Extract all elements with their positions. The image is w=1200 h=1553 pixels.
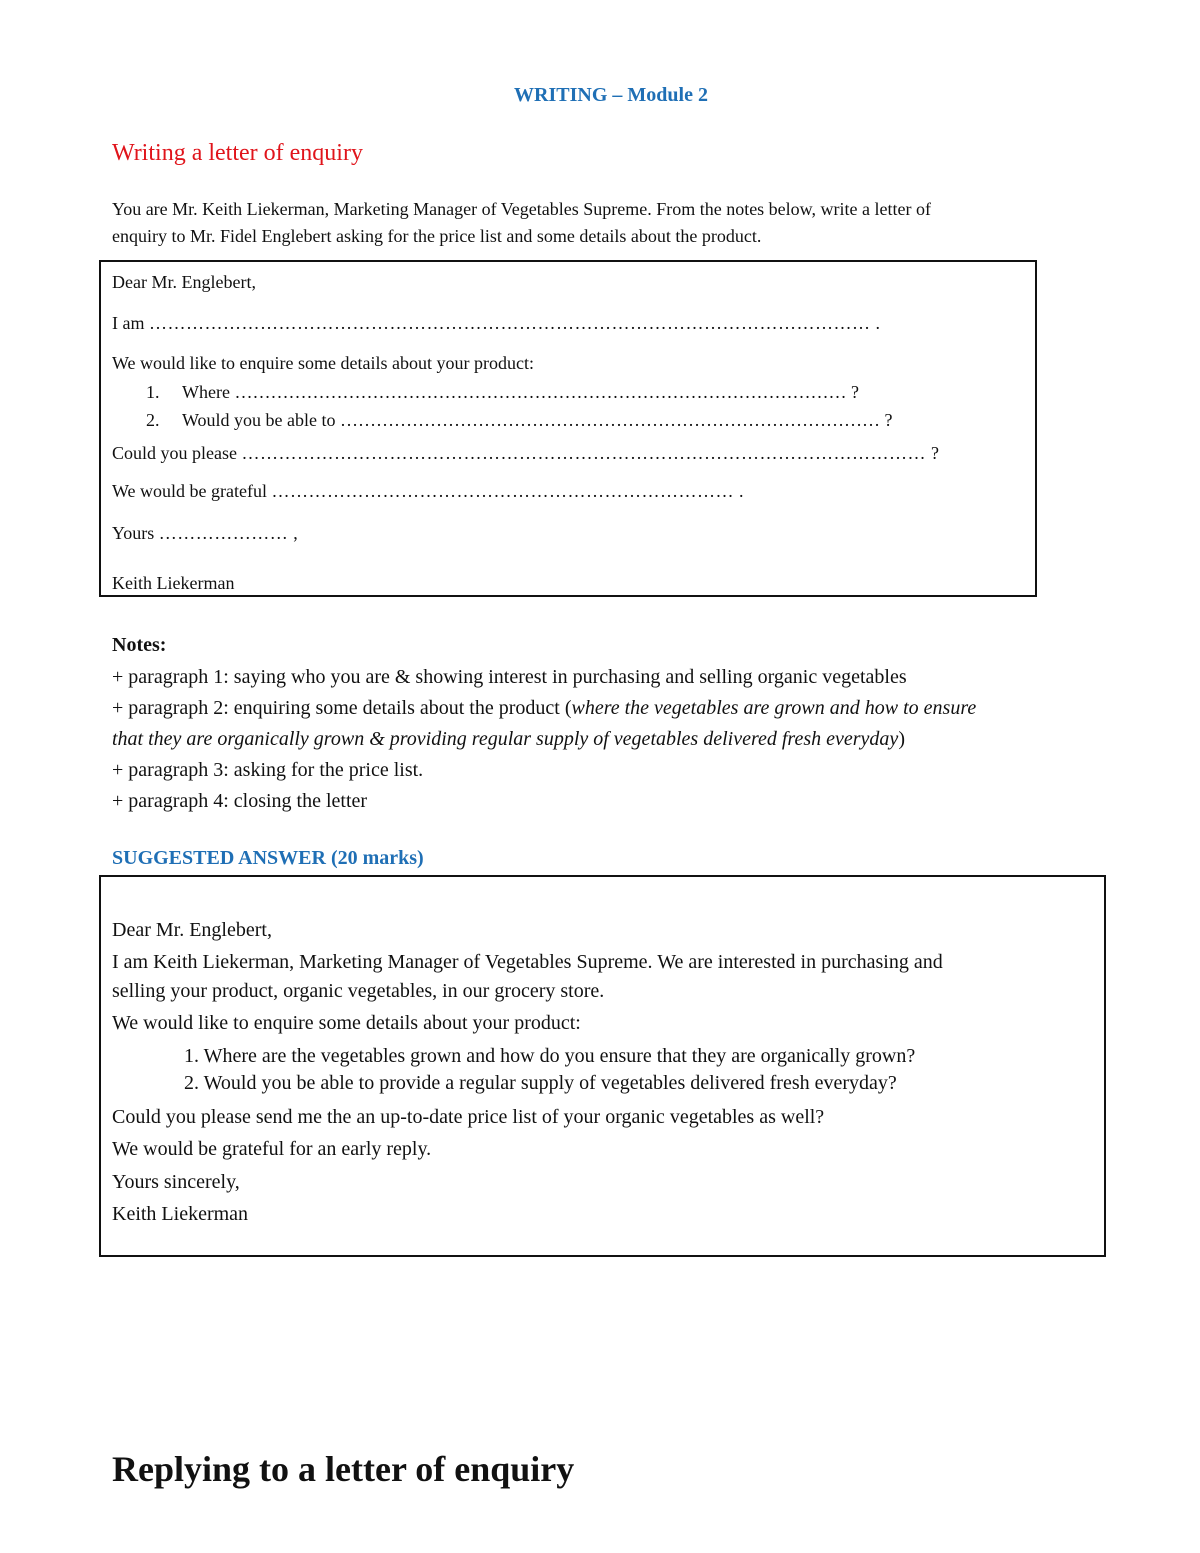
answer-list-item: 1. Where are the vegetables grown and how do you ensure that they are organically grown?: [184, 1045, 916, 1067]
intro-text: [112, 196, 1112, 250]
template-item-dots: ……………………………………………………………………………… ?: [340, 410, 893, 430]
template-item-number: 1.: [146, 382, 160, 402]
template-salutation: Dear Mr. Englebert,: [112, 272, 256, 292]
module-title: WRITING – Module 2: [514, 84, 708, 106]
template-i-am-dots: ……………………………………………………………………………………………………… .: [148, 313, 881, 333]
intro-line: You are Mr. Keith Liekerman, Marketing Manager of Vegetables Supreme. From the notes below, write a letter of: [112, 199, 931, 219]
note-paragraph-4: + paragraph 4: closing the letter: [112, 790, 368, 812]
note-paragraph-2-italic-cont: that they are organically grown & providing regular supply of vegetables delivered fresh everyday: [112, 728, 899, 750]
answer-line: I am Keith Liekerman, Marketing Manager of Vegetables Supreme. We are interested in purchasing and: [112, 951, 943, 973]
template-enquire-line: We would like to enquire some details about your product:: [112, 353, 534, 373]
note-paragraph-2-suffix: ): [898, 728, 905, 750]
template-grateful-line: [112, 481, 744, 502]
answer-line: We would be grateful for an early reply.: [112, 1138, 432, 1160]
answer-signature: Keith Liekerman: [112, 1203, 249, 1225]
template-i-am-line: [112, 313, 880, 334]
template-item-label: Where: [182, 382, 230, 402]
note-paragraph-2-prefix: + paragraph 2: enquiring some details about the product (: [112, 697, 572, 719]
template-could-dots: ………………………………………………………………………………………………… ?: [241, 443, 940, 463]
template-grateful-label: We would be grateful: [112, 481, 267, 501]
answer-closing: Yours sincerely,: [112, 1171, 240, 1193]
notes-heading: Notes:: [112, 634, 167, 656]
answer-line: Could you please send me the an up-to-date price list of your organic vegetables as well?: [112, 1106, 825, 1128]
template-item-dots: ………………………………………………………………………………………… ?: [234, 382, 859, 402]
note-paragraph-3: + paragraph 3: asking for the price list.: [112, 759, 424, 781]
template-item-label: Would you be able to: [182, 410, 336, 430]
template-item-number: 2.: [146, 410, 160, 430]
section-title: Writing a letter of enquiry: [112, 140, 363, 166]
suggested-answer-heading: SUGGESTED ANSWER (20 marks): [112, 847, 424, 869]
note-paragraph-2: [112, 697, 976, 720]
answer-line: We would like to enquire some details about your product:: [112, 1012, 581, 1034]
note-paragraph-1: + paragraph 1: saying who you are & showing interest in purchasing and selling organic vegetables: [112, 666, 907, 688]
answer-line: selling your product, organic vegetables, in our grocery store.: [112, 980, 605, 1002]
template-i-am-label: I am: [112, 313, 145, 333]
intro-line: enquiry to Mr. Fidel Englebert asking for the price list and some details about the product.: [112, 226, 762, 246]
template-signature: Keith Liekerman: [112, 573, 235, 593]
note-paragraph-2-cont: [112, 728, 905, 751]
template-grateful-dots: ………………………………………………………………… .: [271, 481, 744, 501]
note-paragraph-2-italic: where the vegetables are grown and how to ensure: [571, 697, 977, 719]
answer-salutation: Dear Mr. Englebert,: [112, 919, 272, 941]
replying-heading: Replying to a letter of enquiry: [112, 1449, 575, 1489]
template-item-text: [182, 382, 859, 403]
template-yours-dots: ………………… ,: [158, 523, 299, 543]
template-could-label: Could you please: [112, 443, 237, 463]
template-could-line: [112, 443, 939, 464]
template-yours-line: [112, 523, 298, 544]
answer-list-item: 2. Would you be able to provide a regular supply of vegetables delivered fresh everyday?: [184, 1072, 897, 1094]
template-item-text: [182, 410, 893, 431]
template-yours-label: Yours: [112, 523, 155, 543]
